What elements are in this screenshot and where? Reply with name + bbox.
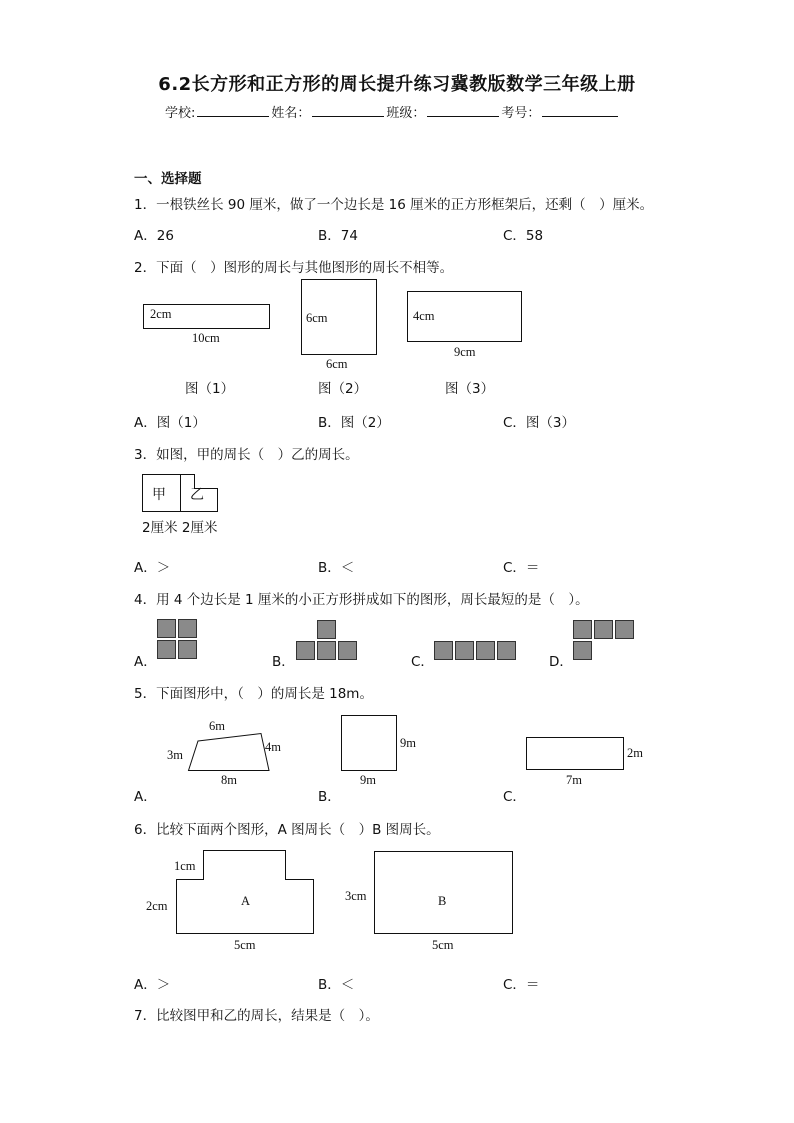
q5-trap-top-label: 6m — [209, 719, 225, 733]
q1-option-b[interactable]: B．74 — [318, 228, 358, 244]
q6-option-c[interactable]: C．＝ — [503, 977, 540, 993]
name-blank[interactable] — [312, 104, 384, 117]
q5-square-bottom-label: 9m — [360, 773, 376, 787]
q5-rect-side-label: 2m — [627, 746, 643, 760]
q2-option-b[interactable]: B．图（2） — [318, 415, 390, 431]
q2-fig1-bottom-label: 10cm — [192, 331, 220, 345]
unit-square — [573, 620, 592, 639]
unit-square — [338, 641, 357, 660]
unit-square — [178, 640, 197, 659]
q5-square-side-label: 9m — [400, 736, 416, 750]
q2-fig1-side-label: 2cm — [150, 307, 172, 321]
q6-a-side-label: 2cm — [146, 899, 168, 913]
class-label: 班级： — [386, 106, 426, 121]
section-title: 一、选择题 — [134, 171, 202, 187]
unit-square — [317, 641, 336, 660]
q5-option-b[interactable]: B． — [318, 789, 341, 805]
q2-option-a[interactable]: A．图（1） — [134, 415, 206, 431]
page-title: 6.2长方形和正方形的周长提升练习冀教版数学三年级上册 — [158, 74, 636, 95]
q6-a-notch-label: 1cm — [174, 859, 196, 873]
q3-option-b[interactable]: B．＜ — [318, 560, 355, 576]
q2-fig2-side-label: 6cm — [306, 311, 328, 325]
unit-square — [296, 641, 315, 660]
q5-option-a[interactable]: A． — [134, 789, 157, 805]
unit-square — [157, 619, 176, 638]
q4-option-d[interactable]: D． — [549, 654, 573, 670]
unit-square — [497, 641, 516, 660]
question-2: 2．下面（ ）图形的周长与其他图形的周长不相等。 — [134, 260, 454, 276]
q3-option-a[interactable]: A．＞ — [134, 560, 171, 576]
q4-option-c[interactable]: C． — [411, 654, 434, 670]
q5-trap-bottom-label: 8m — [221, 773, 237, 787]
q5-trap-left-label: 3m — [167, 748, 183, 762]
name-label: 姓名： — [271, 106, 311, 121]
q5-trap-right-label: 4m — [265, 740, 281, 754]
q6-option-b[interactable]: B．＜ — [318, 977, 355, 993]
q2-fig3-caption: 图（3） — [445, 381, 495, 397]
q6-a-bottom-label: 5cm — [234, 938, 256, 952]
question-3: 3．如图，甲的周长（ ）乙的周长。 — [134, 447, 359, 463]
q1-option-a[interactable]: A．26 — [134, 228, 174, 244]
q4-option-a[interactable]: A． — [134, 654, 157, 670]
q5-option-c[interactable]: C． — [503, 789, 526, 805]
q4-option-b[interactable]: B． — [272, 654, 295, 670]
unit-square — [178, 619, 197, 638]
question-6: 6．比较下面两个图形，A 图周长（ ）B 图周长。 — [134, 822, 440, 838]
unit-square — [157, 640, 176, 659]
q6-b-bottom-label: 5cm — [432, 938, 454, 952]
q5-square — [341, 715, 397, 771]
q6-b-side-label: 3cm — [345, 889, 367, 903]
q1-option-c[interactable]: C．58 — [503, 228, 544, 244]
q6-option-a[interactable]: A．＞ — [134, 977, 171, 993]
exam-no-blank[interactable] — [542, 104, 618, 117]
student-info-line — [165, 102, 620, 121]
unit-square — [317, 620, 336, 639]
unit-square — [455, 641, 474, 660]
question-4: 4．用 4 个边长是 1 厘米的小正方形拼成如下的图形，周长最短的是（ ）。 — [134, 592, 589, 608]
q2-fig1-caption: 图（1） — [185, 381, 235, 397]
q2-fig2-caption: 图（2） — [318, 381, 368, 397]
unit-square — [594, 620, 613, 639]
q6-figure-b — [374, 851, 513, 934]
unit-square — [476, 641, 495, 660]
q2-option-c[interactable]: C．图（3） — [503, 415, 576, 431]
unit-square — [615, 620, 634, 639]
question-7: 7．比较图甲和乙的周长，结果是（ ）。 — [134, 1008, 379, 1024]
q2-fig2-bottom-label: 6cm — [326, 357, 348, 371]
q6-figure-a — [176, 850, 316, 936]
q5-rect-bottom-label: 7m — [566, 773, 582, 787]
q5-rectangle — [526, 737, 624, 770]
q3-dimension-label: 2厘米 2厘米 — [142, 520, 218, 536]
q2-fig3-bottom-label: 9cm — [454, 345, 476, 359]
q6-b-name: B — [438, 894, 447, 908]
q2-fig3-side-label: 4cm — [413, 309, 435, 323]
school-label: 学校: — [165, 106, 196, 121]
q3-jia-label: 甲 — [152, 487, 166, 503]
q3-yi-label: 乙 — [190, 487, 204, 503]
unit-square — [434, 641, 453, 660]
exam-no-label: 考号： — [501, 106, 541, 121]
unit-square — [573, 641, 592, 660]
class-blank[interactable] — [427, 104, 499, 117]
question-5: 5．下面图形中，（ ）的周长是 18m。 — [134, 686, 373, 702]
question-1: 1．一根铁丝长 90 厘米，做了一个边长是 16 厘米的正方形框架后，还剩（ ）厘米。 — [134, 197, 654, 213]
q6-a-name: A — [241, 894, 251, 908]
school-blank[interactable] — [197, 104, 269, 117]
q3-option-c[interactable]: C．＝ — [503, 560, 540, 576]
q5-trapezoid — [188, 733, 272, 773]
